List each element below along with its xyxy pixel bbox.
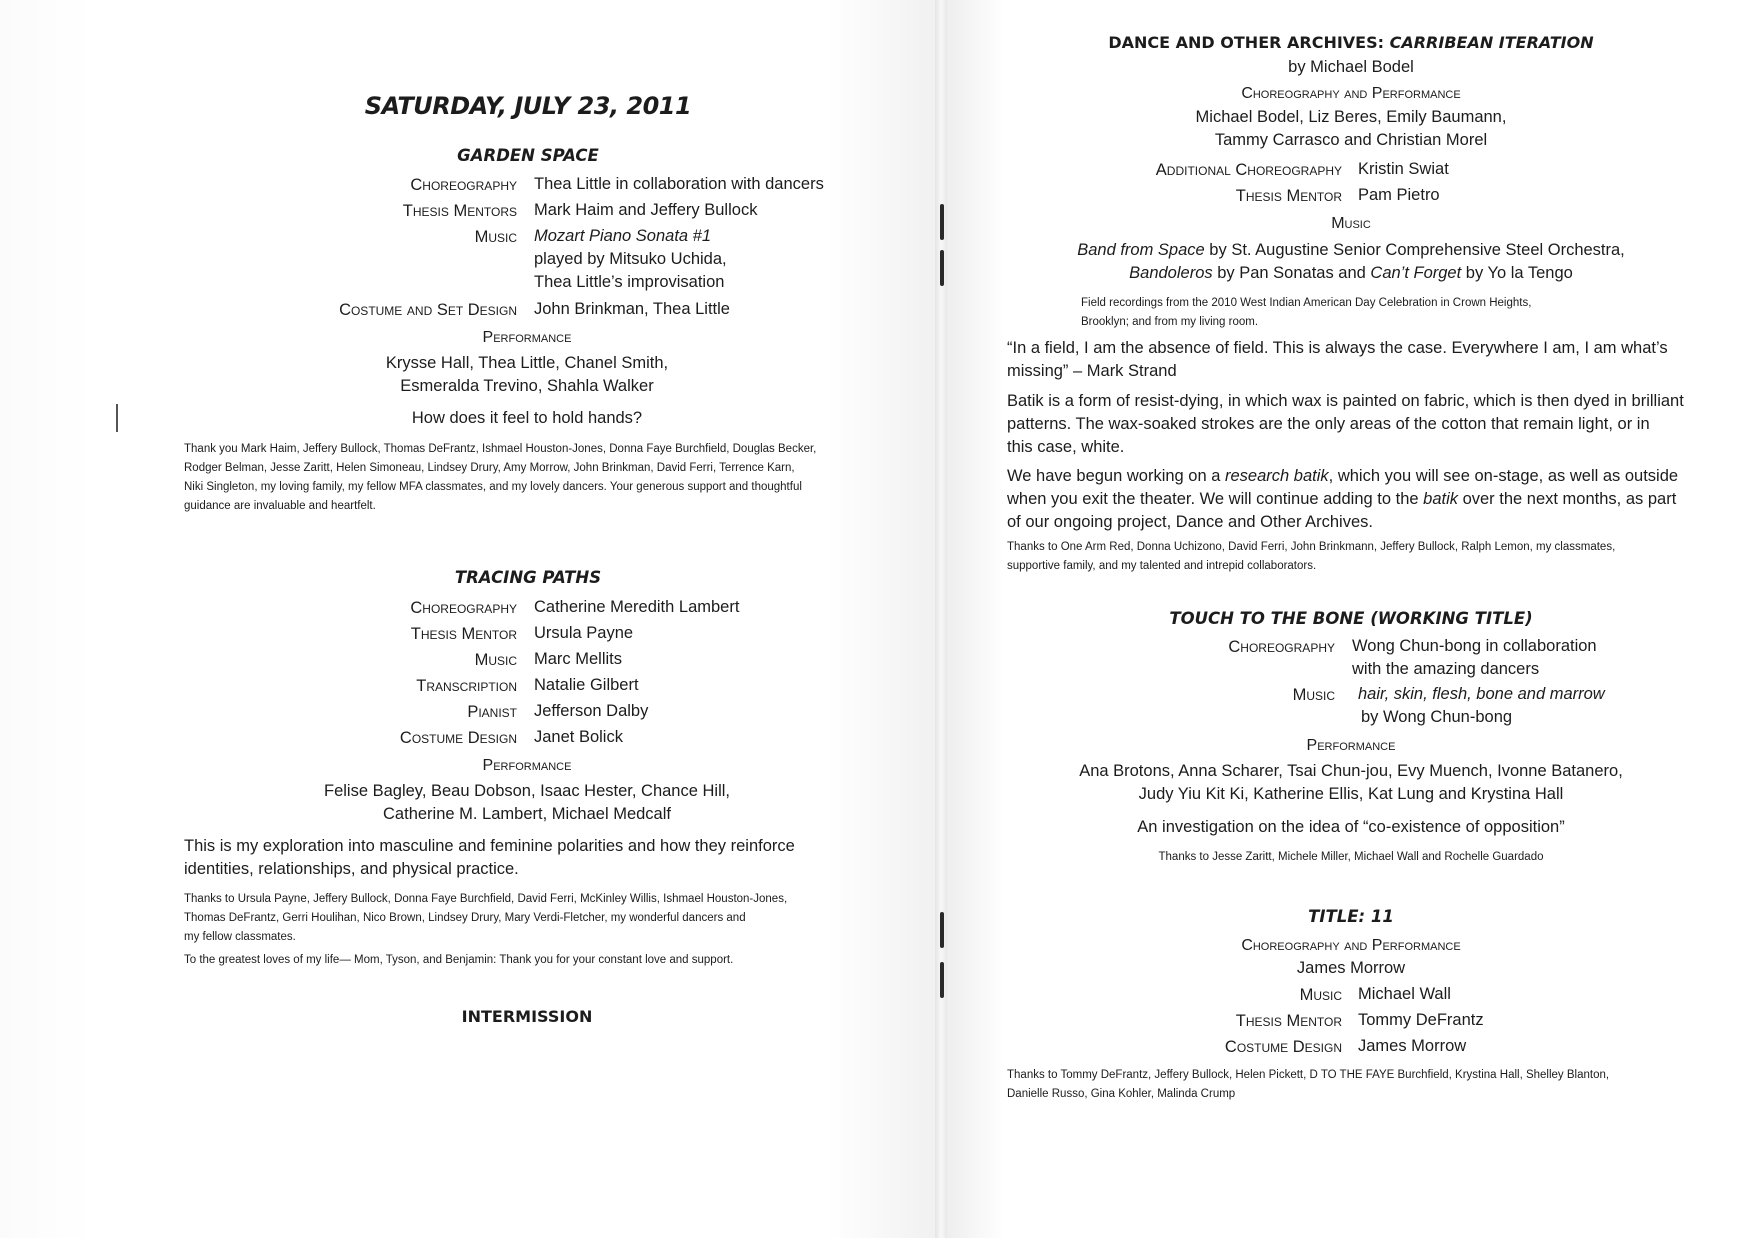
research-paragraph [1007, 465, 1697, 534]
credit-label: Thesis Mentor [1235, 187, 1342, 205]
credit-label: Performance [482, 757, 572, 774]
text-run-italic: research batik [1225, 467, 1329, 485]
paragraph-line [1007, 488, 1697, 511]
quote-line: “In a field, I am the absence of field. This is always the case. Everywhere I am, I am what’s [1007, 339, 1668, 357]
credit-value: Mark Haim and Jeffery Bullock [534, 201, 758, 219]
thanks-note: Thanks to Jesse Zaritt, Michele Miller, Michael Wall and Rochelle Guardado [1158, 851, 1544, 863]
credit-value: Catherine Meredith Lambert [534, 598, 740, 616]
thanks-line: Rodger Belman, Jesse Zaritt, Helen Simoneau, Lindsey Drury, Amy Morrow, John Brinkman, David Ferri, Terrence Karn, [184, 462, 795, 474]
credit-label: Choreography and Performance [1241, 937, 1461, 954]
paragraph-line: patterns. The wax-soaked strokes are the only areas of the cotton that remain light, or in [1007, 415, 1650, 433]
credit-value: James Morrow [1296, 959, 1406, 977]
music-title: Band from Space [1077, 241, 1205, 259]
credit-value: Thea Little in collaboration with dancers [534, 175, 824, 193]
paragraph-line: this case, white. [1007, 438, 1125, 456]
thanks-line: Thank you Mark Haim, Jeffery Bullock, Thomas DeFrantz, Ishmael Houston-Jones, Donna Faye Burchfield, Douglas Becker, [184, 443, 817, 455]
thanks-line: Thanks to Tommy DeFrantz, Jeffery Bullock, Helen Pickett, D TO THE FAYE Burchfield, Krystina Hall, Shelley Blanton, [1007, 1069, 1610, 1081]
credit-label: Transcription [416, 677, 517, 695]
credit-value: Marc Mellits [534, 650, 623, 668]
music-title: Bandoleros [1129, 264, 1213, 282]
title-prefix: DANCE AND OTHER ARCHIVES: [1108, 33, 1390, 52]
credit-value: by Wong Chun-bong [1361, 708, 1513, 726]
credit-label: Music [474, 651, 517, 669]
piece-description [184, 835, 884, 881]
credit-label: Costume and Set Design [339, 301, 517, 319]
credit-value: Pam Pietro [1358, 186, 1440, 204]
credit-label: Choreography [410, 176, 517, 194]
credit-label: Choreography [1228, 638, 1335, 656]
credit-value: Michael Wall [1358, 985, 1451, 1003]
piece-title-title-11: TITLE: 11 [1308, 907, 1394, 926]
thanks-line: Niki Singleton, my loving family, my fellow MFA classmates, and my lovely dancers. Your generous support and thoughtful [184, 481, 802, 493]
performers-line: Ana Brotons, Anna Scharer, Tsai Chun-jou, Evy Muench, Ivonne Batanero, [1079, 762, 1623, 780]
credit-label: Music [1299, 986, 1342, 1004]
music-credit: by St. Augustine Senior Comprehensive Steel Orchestra, [1204, 241, 1625, 259]
credit-value: Janet Bolick [534, 728, 623, 746]
thanks-line: Thanks to Ursula Payne, Jeffery Bullock, Donna Faye Burchfield, David Ferri, McKinley Willis, Ishmael Houston-Jones, [184, 893, 788, 905]
text-run: , which you will see on-stage, as well as outside [1328, 467, 1679, 485]
note-line: Brooklyn; and from my living room. [1081, 316, 1259, 328]
music-credit: by Pan Sonatas and [1212, 264, 1371, 282]
thanks-line: To the greatest loves of my life— Mom, Tyson, and Benjamin: Thank you for your constant love and support. [184, 954, 734, 966]
credit-label: Costume Design [399, 729, 517, 747]
note-line: Field recordings from the 2010 West Indian American Day Celebration in Crown Heights, [1081, 297, 1532, 309]
book-gutter [935, 0, 947, 1238]
credit-label: Costume Design [1224, 1038, 1342, 1056]
thanks-note [1007, 538, 1697, 576]
credit-value: Mozart Piano Sonata #1 [534, 227, 712, 245]
credit-value: James Morrow [1358, 1037, 1467, 1055]
scan-mark [116, 404, 118, 432]
thanks-note [1007, 1066, 1707, 1104]
piece-title-garden-space: GARDEN SPACE [457, 146, 599, 165]
program-date: SATURDAY, JULY 23, 2011 [364, 92, 692, 120]
music-line [1001, 264, 1701, 283]
piece-title-tracing-paths: TRACING PATHS [454, 568, 602, 587]
credit-value: Tammy Carrasco and Christian Morel [1214, 131, 1488, 149]
credit-label: Music [1331, 215, 1371, 232]
credit-label: Pianist [467, 703, 517, 721]
credit-value: Jefferson Dalby [534, 702, 649, 720]
field-recordings-note [1081, 294, 1681, 332]
credit-value: Tommy DeFrantz [1358, 1011, 1484, 1029]
thanks-note [184, 440, 884, 516]
performers-line: Catherine M. Lambert, Michael Medcalf [383, 805, 671, 823]
piece-title-touch-to-the-bone: TOUCH TO THE BONE (WORKING TITLE) [1169, 609, 1533, 628]
intermission-label: INTERMISSION [461, 1007, 593, 1026]
credit-value: Michael Bodel, Liz Beres, Emily Baumann, [1195, 108, 1507, 126]
quote-paragraph [1007, 337, 1697, 383]
paragraph-line: Batik is a form of resist-dying, in which wax is painted on fabric, which is then dyed in brilliant [1007, 392, 1684, 410]
thanks-line: my fellow classmates. [184, 931, 296, 943]
credit-label: Music [474, 228, 517, 246]
music-line [1001, 241, 1701, 260]
text-run-italic: batik [1423, 490, 1458, 508]
piece-question: How does it feel to hold hands? [411, 409, 643, 427]
description-line: identities, relationships, and physical practice. [184, 860, 519, 878]
credit-value: Kristin Swiat [1358, 160, 1449, 178]
batik-paragraph [1007, 390, 1697, 459]
performers-line: Judy Yiu Kit Ki, Katherine Ellis, Kat Lung and Krystina Hall [1138, 785, 1564, 803]
credit-label: Music [1292, 686, 1335, 704]
staple-mark [940, 250, 944, 286]
paragraph-line: of our ongoing project, Dance and Other Archives. [1007, 513, 1373, 531]
credit-value: with the amazing dancers [1352, 660, 1540, 678]
paragraph-line [1007, 465, 1697, 488]
thanks-note [184, 890, 884, 970]
credit-label: Choreography and Performance [1241, 85, 1461, 102]
credit-value: played by Mitsuko Uchida, [534, 250, 727, 268]
credit-label: Additional Choreography [1155, 161, 1342, 179]
performers-line: Krysse Hall, Thea Little, Chanel Smith, [385, 354, 669, 372]
performers-line: Felise Bagley, Beau Dobson, Isaac Hester, Chance Hill, [324, 782, 730, 800]
thanks-line: Thomas DeFrantz, Gerri Houlihan, Nico Brown, Lindsey Drury, Mary Verdi-Fletcher, my wonderful dancers and [184, 912, 746, 924]
staple-mark [940, 912, 944, 948]
thanks-line: supportive family, and my talented and intrepid collaborators. [1007, 560, 1317, 572]
credit-label: Thesis Mentor [410, 625, 517, 643]
credit-label: Thesis Mentors [402, 202, 517, 220]
piece-author: by Michael Bodel [1288, 58, 1414, 76]
piece-title-dance-archives [1001, 33, 1701, 52]
music-credit: by Yo la Tengo [1461, 264, 1573, 282]
thanks-line: guidance are invaluable and heartfelt. [184, 500, 376, 512]
thanks-line: Danielle Russo, Gina Kohler, Malinda Crump [1007, 1088, 1236, 1100]
credit-label: Performance [1306, 737, 1396, 754]
credit-value: Thea Little’s improvisation [534, 273, 725, 291]
thanks-line: Thanks to One Arm Red, Donna Uchizono, David Ferri, John Brinkmann, Jeffery Bullock, Ralph Lemon, my classmates, [1007, 541, 1616, 553]
staple-mark [940, 204, 944, 240]
quote-line: missing” – Mark Strand [1007, 362, 1177, 380]
credit-value: Natalie Gilbert [534, 676, 639, 694]
title-italic: CARRIBEAN ITERATION [1389, 33, 1594, 52]
credit-value: Ursula Payne [534, 624, 634, 642]
text-run: over the next months, as part [1458, 490, 1677, 508]
music-title: Can’t Forget [1370, 264, 1462, 282]
text-run: We have begun working on a [1007, 467, 1226, 485]
credit-value: Wong Chun-bong in collaboration [1352, 637, 1597, 655]
staple-mark [940, 962, 944, 998]
credit-label: Thesis Mentor [1235, 1012, 1342, 1030]
text-run: when you exit the theater. We will continue adding to the [1007, 490, 1424, 508]
credit-value: hair, skin, flesh, bone and marrow [1358, 685, 1605, 703]
credit-value: John Brinkman, Thea Little [534, 300, 730, 318]
credit-label: Choreography [410, 599, 517, 617]
credit-label: Performance [482, 329, 572, 346]
description-line: This is my exploration into masculine and feminine polarities and how they reinforce [184, 837, 795, 855]
piece-tagline: An investigation on the idea of “co-existence of opposition” [1137, 818, 1565, 836]
performers-line: Esmeralda Trevino, Shahla Walker [400, 377, 654, 395]
